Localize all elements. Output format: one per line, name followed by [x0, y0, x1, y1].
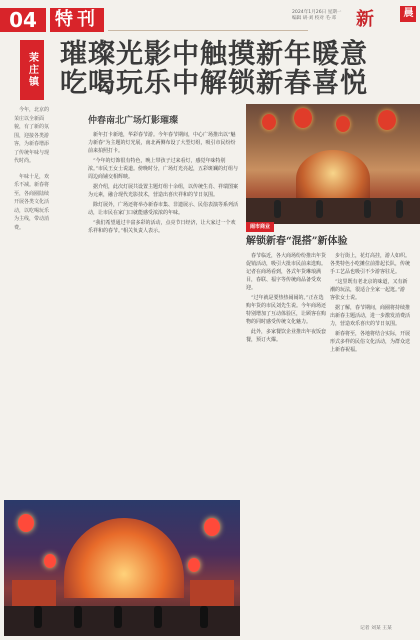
plaza-floor [246, 198, 420, 224]
location-tag: 茉庄镇 [20, 40, 44, 100]
issue-editors: 编辑 胡·刘 校对 毛·邓 [292, 16, 337, 21]
page-number: 04 [0, 8, 46, 32]
visitor-figure [274, 200, 281, 218]
section-tag: 闹市商业 [246, 222, 274, 232]
logo-text: 新 [356, 9, 373, 30]
article-paragraph: “这里既有老北京的味道，又有新潮的玩法，很适合全家一起逛。”游客张女士说。 [330, 279, 408, 301]
lantern-icon [262, 114, 276, 130]
article-paragraph: 此外，多家餐饮企业推出年夜饭套餐，预订火爆。 [246, 329, 327, 343]
right-column-part-2 [330, 252, 410, 356]
article-paragraph: 除灯展外，广场还将举办新春市集、非遗展示、民俗表演等系列活动，让市民在家门口就能感受浓浓的年味。 [88, 202, 239, 216]
headline [60, 40, 400, 98]
photo-night-market [4, 500, 240, 636]
article-right-column [246, 222, 410, 356]
photo-lantern-display [246, 104, 420, 224]
article-paragraph: 据介绍，此次灯展共设置主题灯组十余组，以传统生肖、祥瑞图案为元素，融合现代光影技术，营造出喜庆祥和的节日氛围。 [88, 184, 239, 198]
sidebar-intro [14, 106, 50, 239]
lantern-icon [44, 554, 56, 568]
article-paragraph: “今年的灯饰很有特色，晚上带孩子过来看灯，感觉年味特别浓。”市民王女士说道。傍晚时分，广场灯光亮起，五彩斑斓的灯组与周边商铺交相辉映。 [88, 158, 239, 180]
article-paragraph: 步行街上，花灯高挂，游人如织。各类特色小吃摊位前排起长队，传统手工艺品也吸引不少游客驻足。 [330, 253, 411, 275]
lantern-icon [378, 110, 396, 130]
section-title: 特刊 [50, 8, 104, 32]
article-left-column [88, 116, 240, 237]
header-divider [108, 30, 308, 31]
article-paragraph: “我们希望通过丰富多彩的活动，点亮节日经济，让大家过一个欢乐祥和的春节。”相关负责人表示。 [88, 220, 236, 234]
newspaper-logo [356, 4, 416, 36]
page-header [0, 0, 420, 44]
article-paragraph: “过年就是要热热闹闹的。”正在选购年货的市民刘先生说。今年商场还特别增加了互动体验区，让顾客在购物的同时感受传统文化魅力。 [246, 295, 327, 325]
article-paragraph: 新年打卡新地，华彩春节游。今年春节期间，中心广场推出以“魅力新春”为主题的灯光展，南北两侧布设了大型灯组，吸引市民纷纷前来拍照打卡。 [88, 132, 236, 154]
visitor-figure [154, 606, 162, 628]
right-subhead: 解锁新春“混搭”新体验 [246, 236, 348, 247]
byline: 记者 刘某 王某 [360, 626, 392, 631]
lantern-icon [18, 514, 34, 532]
visitor-figure [200, 606, 208, 628]
logo-badge: 晨 [400, 6, 416, 22]
headline-line-2: 吃喝玩乐中解锁新春喜悦 [60, 68, 368, 99]
lantern-archway [64, 518, 184, 598]
article-paragraph: 据了解，春节期间，商圈将持续推出新春主题活动，进一步激发消费活力，营造欢乐喜庆的节日氛围。 [330, 305, 411, 327]
left-subhead: 仲春南北广场灯影璀璨 [88, 116, 179, 126]
headline-line-1: 璀璨光影中触摸新年暖意 [60, 39, 368, 70]
visitor-figure [396, 200, 403, 218]
sidebar-paragraph: 今年，北京的茉庄以全新面貌，有了新的氛围，迎接各类游客，为新春增添了传统年味与现代时尚。 [14, 107, 50, 164]
right-column-part-1 [246, 252, 326, 346]
lantern-icon [188, 558, 200, 572]
visitor-figure [34, 606, 42, 628]
visitor-figure [74, 606, 82, 628]
lantern-icon [204, 518, 220, 536]
issue-date: 2024年1月26日 星期一 [292, 10, 342, 15]
visitor-figure [316, 200, 323, 218]
article-paragraph: 新春将至，各地将结合实际，开展形式多样的民俗文化活动，为群众送上新春祝福。 [330, 331, 411, 353]
visitor-figure [364, 200, 371, 218]
lantern-icon [336, 116, 350, 132]
article-paragraph: 春节临近，各大商场纷纷推出年货促销活动，吸引大批市民前来选购。记者在商场看到，各式年货琳琅满目，春联、福字等传统商品备受欢迎。 [246, 253, 327, 291]
visitor-figure [114, 606, 122, 628]
sidebar-paragraph: 年味十足，欢乐不减。新春将至，各商圈陆续开展各类文化活动，以吃喝玩乐为主线，带动消费。 [14, 173, 50, 231]
lantern-icon [294, 108, 312, 128]
issue-meta [292, 10, 350, 22]
